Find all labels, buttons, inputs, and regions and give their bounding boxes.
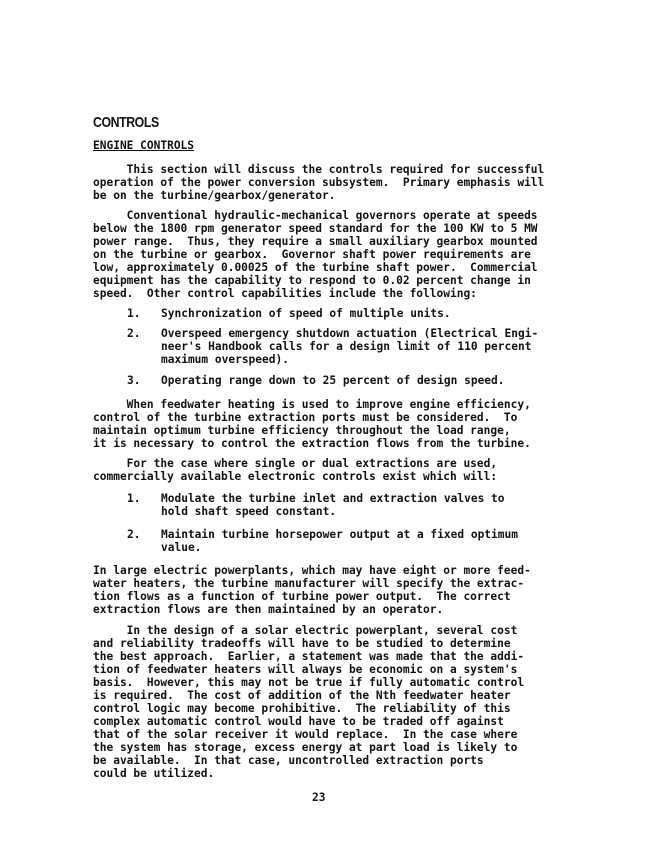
paragraph-line: below the 1800 rpm generator speed standard for the 100 KW to 5 MW — [93, 222, 538, 235]
paragraph-line: In the design of a solar electric powerplant, several cost — [93, 624, 518, 637]
list-item-line: Maintain turbine horsepower output at a fixed optimum — [161, 528, 518, 541]
paragraph-line: low, approximately 0.00025 of the turbine shaft power. Commercial — [93, 261, 538, 274]
paragraph-line: control of the turbine extraction ports must be considered. To — [93, 411, 518, 424]
paragraph-line: For the case where single or dual extractions are used, — [93, 457, 498, 470]
list-item-line: Operating range down to 25 percent of design speed. — [161, 374, 505, 387]
paragraph-line: speed. Other control capabilities include the following: — [93, 287, 477, 300]
paragraph-line: and reliability tradeoffs will have to be studied to determine — [93, 637, 511, 650]
list-item-line: hold shaft speed constant. — [161, 505, 337, 518]
paragraph-line: the best approach. Earlier, a statement was made that the addi- — [93, 650, 525, 663]
paragraph-line: the system has storage, excess energy at part load is likely to — [93, 741, 518, 754]
paragraph-line: is required. The cost of addition of the Nth feedwater heater — [93, 689, 511, 702]
list-item-number: 2. — [127, 528, 141, 541]
paragraph-line: tion of feedwater heaters will always be economic on a system's — [93, 663, 518, 676]
paragraph-line: maintain optimum turbine efficiency throughout the load range, — [93, 424, 511, 437]
list-item-line: value. — [161, 541, 202, 554]
paragraph-line: operation of the power conversion subsystem. Primary emphasis will — [93, 176, 545, 189]
paragraph-line: control logic may become prohibitive. The reliability of this — [93, 702, 511, 715]
paragraph-line: could be utilized. — [93, 767, 215, 780]
list-item-number: 1. — [127, 307, 141, 320]
paragraph-line: basis. However, this may not be true if fully automatic control — [93, 676, 525, 689]
list-item-number: 1. — [127, 492, 141, 505]
list-item-line: Synchronization of speed of multiple units. — [161, 307, 451, 320]
paragraph-line: This section will discuss the controls required for successful — [93, 163, 545, 176]
paragraph-line: that of the solar receiver it would replace. In the case where — [93, 728, 518, 741]
paragraph-line: When feedwater heating is used to improve engine efficiency, — [93, 398, 531, 411]
page-number: 23 — [312, 791, 326, 804]
subsection-title: ENGINE CONTROLS — [93, 139, 195, 152]
list-item-line: neer's Handbook calls for a design limit of 110 percent — [161, 340, 532, 353]
paragraph-line: commercially available electronic controls exist which will: — [93, 470, 498, 483]
paragraph-line: In large electric powerplants, which may have eight or more feed- — [93, 564, 531, 577]
list-item-line: Overspeed emergency shutdown actuation (Electrical Engi- — [161, 327, 539, 340]
list-item-line: Modulate the turbine inlet and extraction valves to — [161, 492, 505, 505]
paragraph-line: tion flows as a function of turbine power output. The correct — [93, 590, 511, 603]
paragraph-line: on the turbine or gearbox. Governor shaft power requirements are — [93, 248, 531, 261]
paragraph-line: extraction flows are then maintained by an operator. — [93, 603, 444, 616]
section-title: CONTROLS — [93, 114, 159, 131]
paragraph-line: power range. Thus, they require a small auxiliary gearbox mounted — [93, 235, 538, 248]
list-item-number: 3. — [127, 374, 141, 387]
list-item-number: 2. — [127, 327, 141, 340]
list-item-line: maximum overspeed). — [161, 353, 289, 366]
paragraph-line: water heaters, the turbine manufacturer will specify the extrac- — [93, 577, 525, 590]
paragraph-line: Conventional hydraulic-mechanical governors operate at speeds — [93, 209, 538, 222]
paragraph-line: equipment has the capability to respond to 0.02 percent change in — [93, 274, 531, 287]
paragraph-line: be available. In that case, uncontrolled extraction ports — [93, 754, 484, 767]
paragraph-line: be on the turbine/gearbox/generator. — [93, 189, 336, 202]
paragraph-line: complex automatic control would have to be traded off against — [93, 715, 504, 728]
paragraph-line: it is necessary to control the extraction flows from the turbine. — [93, 437, 531, 450]
